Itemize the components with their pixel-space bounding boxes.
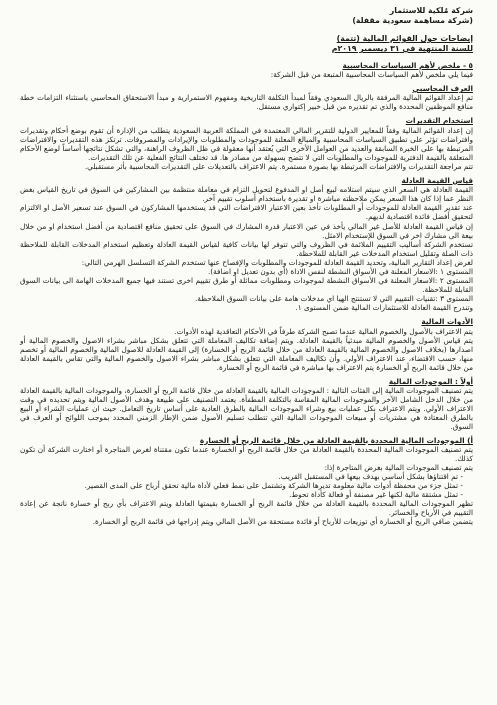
- subsection-title-fvtpl: أ) الموجودات المالية المحددة بالقيمة العادلة من خلال قائمة الربح أو الخسارة: [199, 435, 473, 445]
- paragraph: إن قياس القيمة العادلة للأصل غير المالي يأخذ في عين الاعتبار قدرة المشارك في السوق على تحقيق منافع اقتصادية من أفضل استخدام او من خلال بيعة الى مشارك اخر في السوق للإستخدام الامثل.: [20, 221, 473, 240]
- paragraph: لغرض إعداد التقارير المالية، وتحديد القيمة العادلة للموجودات والمطلوبات والإفصاح عنها تستخدم الشركة التسلسل الهرمي التالي:: [81, 257, 473, 267]
- paragraph: عند تقدير القيمة العادلة للموجودات أو المطلوبات تأخذ بعين الاعتبار الافتراضات التي قد يستخدمها المشاركون في السوق عند تسعير الأصل او الالتزام لتحقيق أفضل فائدة اقتصادية لديهم.: [20, 203, 473, 222]
- subsection-title-accounting-convention: العرف المحاسبي: [412, 84, 473, 94]
- paragraph: تستخدم الشركة أساليب التقييم الملائمة في الظروف والتي تتوفر لها بيانات كافية لقياس القيمة العادلة وتعظيم استخدام المدخلات القابلة للملاحظة ذات الصلة وتقليل استخدام المدخلات غير القابلة للملاحظة.: [20, 239, 473, 258]
- subsection-title-financial-assets: أولاً : الموجودات المالية: [388, 377, 473, 386]
- list-item: المستوى ٣ :تقنيات التقييم التي لا تستنتج الهيا اي مدخلات هامة على بيانات السوق الملاحظة.: [194, 294, 473, 304]
- section-heading: ٥ - ملخص لأهم السياسات المحاسبية: [342, 61, 473, 70]
- list-item: - تمثل جزء من محفظة أدوات مالية معلومة تديرها الشركة وتشتمل على نمط فعلي لأداة مالية تحقق أرباح على المدى القصير.: [84, 481, 463, 491]
- subsection-title-financial-instruments: الأدوات المالية: [421, 317, 473, 327]
- paragraph: يتم تصنيف الموجودات المالية إلى الفئات التالية : الموجودات المالية بالقيمة العادلة من خلال قائمة الربح أو الخسارة، والموجودات المالية بالقيمة العادلة من خلال الدخل الشامل الآخر والموجودات المالية المقاسة بالتكلفة المطفأة. يعتمد التصنيف على طبيعة وهدف الأصول المالية ويتم تحديده في وقت الاعتراف الأولي. ويتم الاعتراف بكل عمليات بيع وشراء الموجودات المالية بالطرق العادية على أساس تاريخ التعامل. حيث ان عمليات الشراء أو البيع بالطرق المعتادة هي مشتريات أو مبيعات الموجودات المالية التي تتطلب تسليم الأصول ضمن الإطار الزمني المحدد بموجب اللوائح أو العرف في السوق.: [20, 386, 473, 432]
- list-item: - تمثل مشتقة مالية لكنها غير مصنفة أو فعالة كأداة تحوط.: [289, 490, 463, 500]
- paragraph: يتضمن صافي الربح أو الخسارة أي توزيعات للأرباح أو فائدة مستحقة من الأصل المالي ويتم إدراجها في قائمة الربح أو الخسارة.: [92, 517, 473, 527]
- list-item: - تم اقتناؤها بشكل أساسي بهدف بيعها في المستقبل القريب.: [278, 471, 463, 481]
- paragraph: يتم الاعتراف بالأصول والخصوم المالية عندما تصبح الشركة طرفاً في الأحكام التعاقدية لهذه الأدوات.: [174, 326, 473, 336]
- paragraph: إن إعداد القوائم المالية وفقاً للمعايير الدولية للتقرير المالي المعتمدة في المملكة العربية السعودية يتطلب من الإدارة أن تقوم بوضع أحكام وتقديرات وافتراضات تؤثر على تطبيق السياسات المحاسبية والمبالغ المعلنة للموجودات والمطلوبات والإيرادات والمصروفات. ترتكز هذه التقديرات والافتراضات المرتبطة بها على الخبرة السابقة والعديد من العوامل الأخرى التي يُعتقد أنها معقولة في ظل الظروف الراهنة، والتي تشكل نتائجها أساساً لوضع الأحكام المتعلقة بالقيمة الدفترية للموجودات والمطلوبات التي لا تتضح بسهولة من مصادر ها. قد تختلف النتائج الفعلية عن تلك التقديرات.: [20, 125, 473, 162]
- list-item: المستوى ١ :الاسعار المعلنة في الأسواق النشطة لنفس الاداة (أي بدون تعديل او اضافة).: [207, 266, 473, 276]
- doc-period: للسنة المنتهية في ٣١ ديسمبر ٢٠١٩م: [331, 44, 473, 53]
- subsection-title-estimates: استخدام التقديرات: [405, 116, 473, 126]
- paragraph: القيمة العادلة هي السعر الذي سيتم استلامه لبيع أصل او المدفوع لتحويل التزام في معاملة منتظمة بين المشاركين في السوق في تاريخ القياس بغض النظر عما إذا كان هذا السعر يمكن ملاحظته مباشرة او تقديرة باستخدام أسلوب تقييم آخر.: [20, 185, 473, 204]
- list-item: المستوى ٢ :الاسعار المعلنة في الأسواق النشطة لموجودات ومطلوبات مماثلة أو طرق تقييم اخرى تستند فيها جميع المدخلات الهامة الى بيانات السوق القابلة للملاحظة.: [20, 276, 473, 295]
- paragraph: يتم قياس الأصول والخصوم المالية مبدئياً بالقيمة العادلة. ويتم إضافة تكاليف المعاملة التي تتعلق بشكل مباشر بشراء الاصول والخصوم المالية أو اصدارها (بخلاف الاصول والخصوم المالية بالقيمة العادلة من خلال قائمة الربح أو الخسارة) إلى القيمة العادلة للاصول المالية والخصوم المالية أو تخصم منها، حسب الاقتضاء، عند الاعتراف الأولي. وأن تكاليف المعاملة التي تتعلق بشكل مباشر بشراء الاصول والخصوم المالية والتي تقاس بالقيمة العادلة من خلال قائمة الربح أو الخسارة يتم الاعتراف بها مباشرة في قائمة الربح أو الخسارة.: [20, 335, 473, 372]
- company-name: شركة مُلكية للاستثمار: [389, 6, 473, 15]
- subsection-title-fair-value: قياس القيمة العادلة: [401, 176, 473, 186]
- list-item: وتندرج القيمة العادلة للاستثمارات المالية ضمن المستوى ١.: [295, 303, 473, 313]
- doc-title: إيضاحات حول القوائم المالية (تتمة): [336, 34, 473, 43]
- paragraph: يتم تصنيف الموجودات المالية بغرض المتاجرة إذا:: [324, 462, 473, 472]
- paragraph: تم إعداد القوائم المالية المرفقة بالريال السعودي وفقاً لمبدأ التكلفة التاريخية ومفهوم الاستمرارية و مبدأ الاستحقاق المحاسبي باستثناء التزامات خطة منافع الموظفين المحددة والذي تم تقديره من قبل خبير إكتواري مستقل.: [20, 93, 473, 112]
- paragraph: يتم تصنيف الموجودات المالية المحددة بالقيمة العادلة من خلال قائمة الربح أو الخسارة عندما تكون مقتناة لغرض المتاجرة أو اختارت الشركة أن تكون كذلك.: [20, 444, 473, 463]
- paragraph: تظهر الموجودات المالية المحددة بالقيمة العادلة من خلال قائمة الربح أو الخسارة بقيمتها العادلة ويتم الاعتراف بأي ربح أو خسارة ناتجة عن إعادة التقييم في الأرباح والخسائر.: [20, 499, 473, 518]
- paragraph: تتم مراجعة التقديرات والافتراضات المرتبطة بها بصورة مستمرة. يتم الاعتراف بالتعديلات على التقديرات المحاسبية بأثر مستقبلي.: [84, 161, 473, 171]
- company-type: (شركة مساهمة سعودية مقفلة): [352, 16, 473, 25]
- section-intro: فيما يلي ملخص لأهم السياسات المحاسبية المتبعة من قبل الشركة:: [270, 70, 473, 80]
